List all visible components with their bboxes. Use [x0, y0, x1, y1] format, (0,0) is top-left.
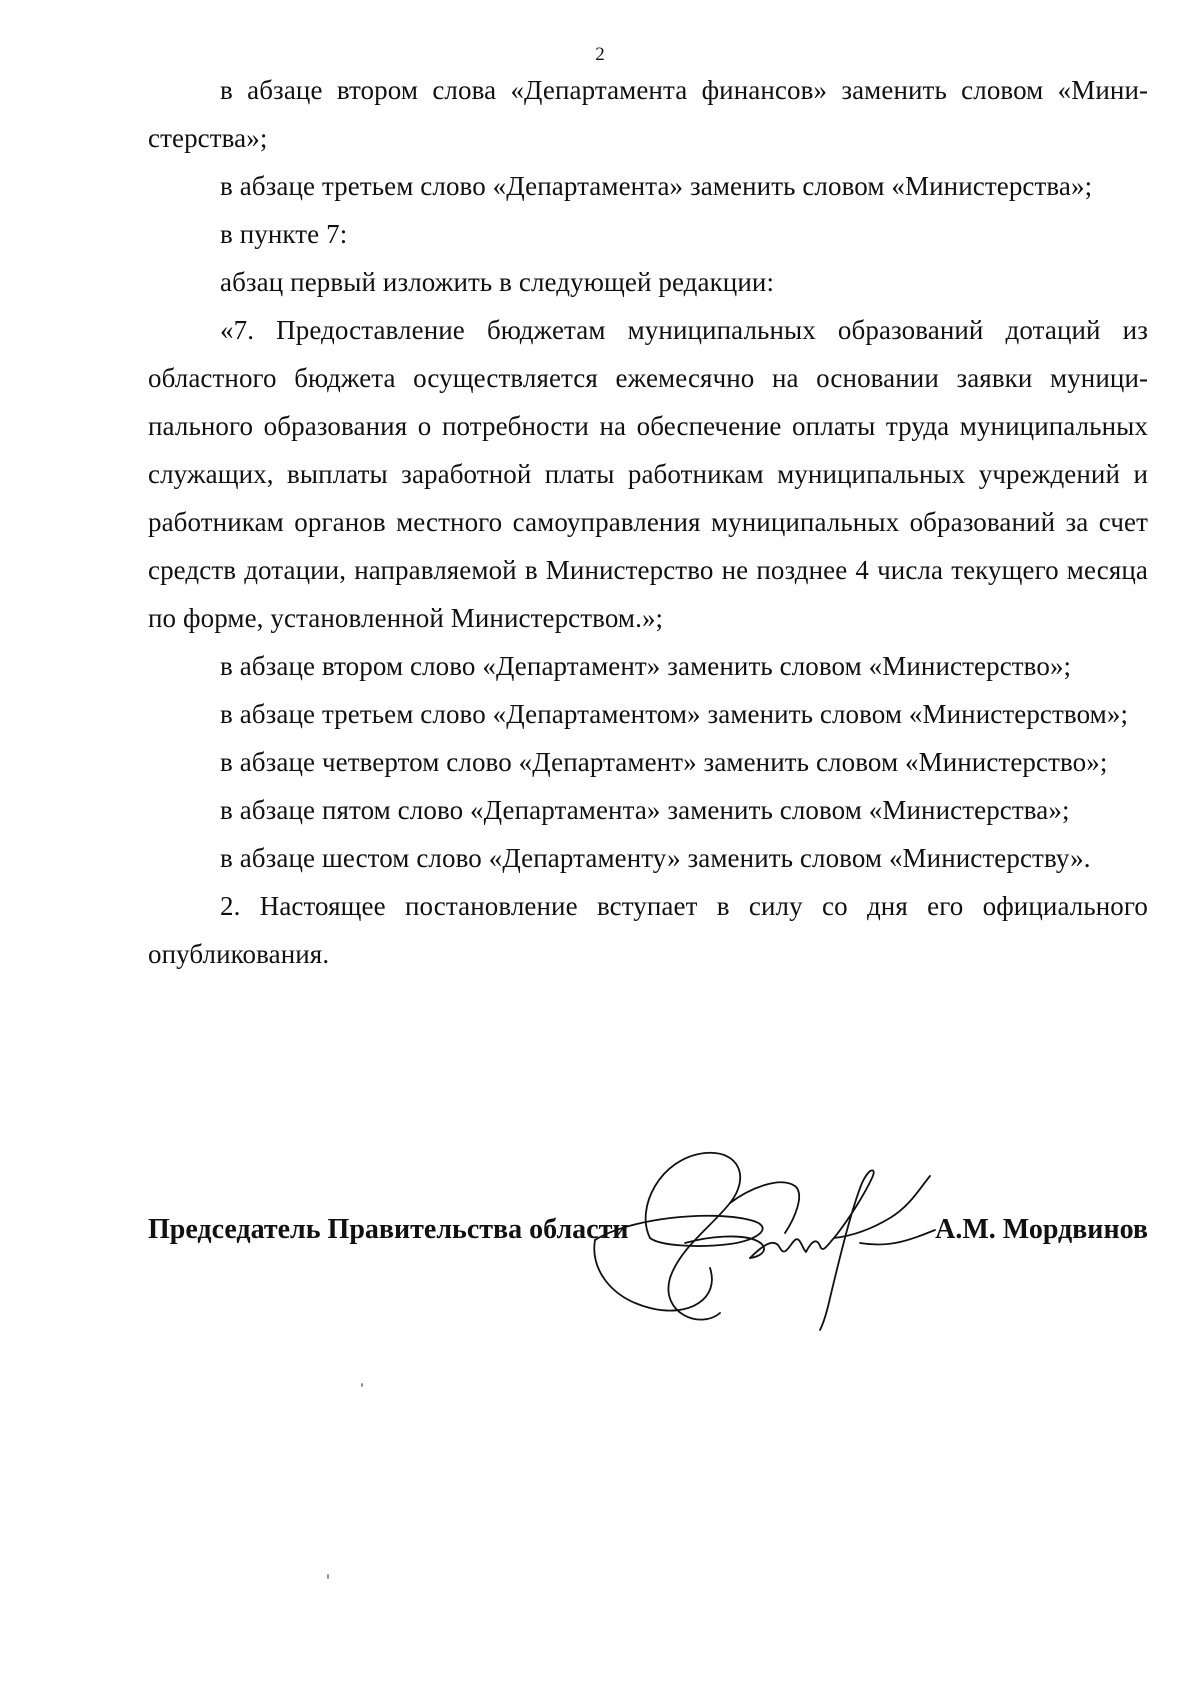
paragraph-2: в абзаце третьем слово «Департамента» заменить словом «Министерства»; — [220, 171, 1093, 201]
handwritten-signature-icon — [590, 1148, 960, 1338]
paragraph-10: в абзаце шестом слово «Департаменту» заменить словом «Министерству». — [220, 843, 1091, 873]
scan-speck — [361, 1383, 363, 1387]
page-number: 2 — [595, 44, 605, 65]
scan-speck — [327, 1574, 329, 1579]
paragraph-6: в абзаце втором слово «Департамент» заменить словом «Министерство»; — [220, 651, 1072, 681]
document-body — [148, 66, 1148, 978]
paragraph-5: «7. Предоставление бюджетам муниципальных образований дотаций из областного бюджета осуществляется ежемесячно на основании заявки муниципального образования о потребности на обеспечение оплаты труда муниципальных служащих, выплаты заработной платы работникам муниципальных учреждений и работникам органов местного самоуправления муниципальных образований за счет средств дотации, направляемой в Министерство не позднее 4 числа текущего месяца по форме, установленной Министерством.»; — [148, 315, 1148, 633]
paragraph-3: в пункте 7: — [220, 219, 348, 249]
paragraph-9: в абзаце пятом слово «Департамента» заменить словом «Министерства»; — [220, 795, 1070, 825]
paragraph-4: абзац первый изложить в следующей редакции: — [220, 267, 775, 297]
paragraph-1: в абзаце втором слова «Департамента финансов» заменить словом «Министерства»; — [148, 75, 1148, 153]
paragraph-7: в абзаце третьем слово «Департаментом» заменить словом «Министерством»; — [220, 699, 1129, 729]
signer-name: А.М. Мордвинов — [935, 1214, 1148, 1245]
paragraph-11: 2. Настоящее постановление вступает в силу со дня его официального опубликования. — [148, 891, 1148, 969]
paragraph-8: в абзаце четвертом слово «Департамент» заменить словом «Министерство»; — [220, 747, 1108, 777]
signer-position: Председатель Правительства области — [148, 1214, 629, 1245]
